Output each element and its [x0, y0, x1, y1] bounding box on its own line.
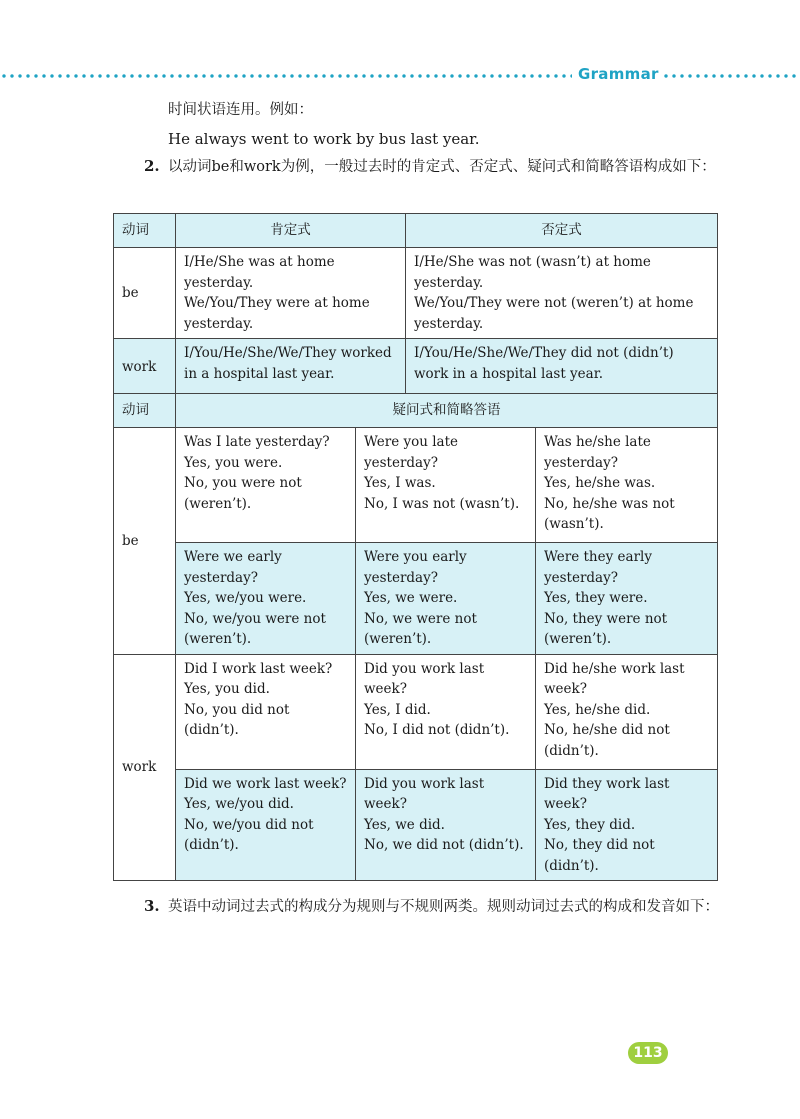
table-row [114, 543, 718, 655]
conjugation-table-interrogative [113, 393, 718, 881]
question-cell: Did you work last week? Yes, I did. No, I did not (didn’t). [356, 654, 536, 769]
question-cell: Was he/she late yesterday? Yes, he/she was. No, he/she was not (wasn’t). [536, 428, 718, 543]
question-cell: Did I work last week? Yes, you did. No, you did not (didn’t). [176, 654, 356, 769]
intro-line: 时间状语连用。例如： [168, 102, 313, 118]
question-cell: Were you early yesterday? Yes, we were. No, we were not (weren’t). [356, 543, 536, 655]
header-affirmative: 肯定式 [176, 214, 406, 248]
header-dotted-rule-right [662, 74, 800, 78]
question-cell: Did they work last week? Yes, they did. No, they did not (didn’t). [536, 769, 718, 881]
affirmative-cell: I/You/He/She/We/They worked in a hospital last year. [176, 339, 406, 397]
verb-cell: work [114, 654, 176, 881]
header-verb: 动词 [114, 394, 176, 428]
negative-cell: I/You/He/She/We/They did not (didn’t) work in a hospital last year. [406, 339, 718, 397]
question-cell: Were you late yesterday? Yes, I was. No, I was not (wasn’t). [356, 428, 536, 543]
table-row [114, 248, 718, 339]
verb-cell: be [114, 248, 176, 339]
question-cell: Were we early yesterday? Yes, we/you were. No, we/you were not (weren’t). [176, 543, 356, 655]
header-dotted-rule-left [0, 74, 572, 78]
question-cell: Did you work last week? Yes, we did. No, we did not (didn’t). [356, 769, 536, 881]
header-negative: 否定式 [406, 214, 718, 248]
conjugation-table-affirmative-negative [113, 213, 718, 397]
point-3-text: 英语中动词过去式的构成分为规则与不规则两类。规则动词过去式的构成和发音如下： [168, 899, 719, 915]
table-row [114, 769, 718, 881]
question-cell: Did he/she work last week? Yes, he/she did. No, he/she did not (didn’t). [536, 654, 718, 769]
question-cell: Did we work last week? Yes, we/you did. No, we/you did not (didn’t). [176, 769, 356, 881]
table-row [114, 654, 718, 769]
verb-cell: work [114, 339, 176, 397]
table-row [114, 428, 718, 543]
header-verb: 动词 [114, 214, 176, 248]
point-2-text: 以动词be和work为例，一般过去时的肯定式、否定式、疑问式和简略答语构成如下： [168, 159, 716, 175]
point-2-number: 2. [144, 157, 160, 175]
verb-cell: be [114, 428, 176, 655]
page-header [0, 64, 800, 88]
question-cell: Were they early yesterday? Yes, they were. No, they were not (weren’t). [536, 543, 718, 655]
point-3-number: 3. [144, 897, 160, 915]
page-number-badge: 113 [628, 1042, 668, 1064]
example-sentence: He always went to work by bus last year. [168, 130, 480, 148]
affirmative-cell: I/He/She was at home yesterday. We/You/They were at home yesterday. [176, 248, 406, 339]
header-interrogative: 疑问式和简略答语 [176, 394, 718, 428]
table-row [114, 339, 718, 397]
section-title: Grammar [578, 65, 659, 83]
negative-cell: I/He/She was not (wasn’t) at home yesterday. We/You/They were not (weren’t) at home yesterday. [406, 248, 718, 339]
question-cell: Was I late yesterday? Yes, you were. No, you were not (weren’t). [176, 428, 356, 543]
